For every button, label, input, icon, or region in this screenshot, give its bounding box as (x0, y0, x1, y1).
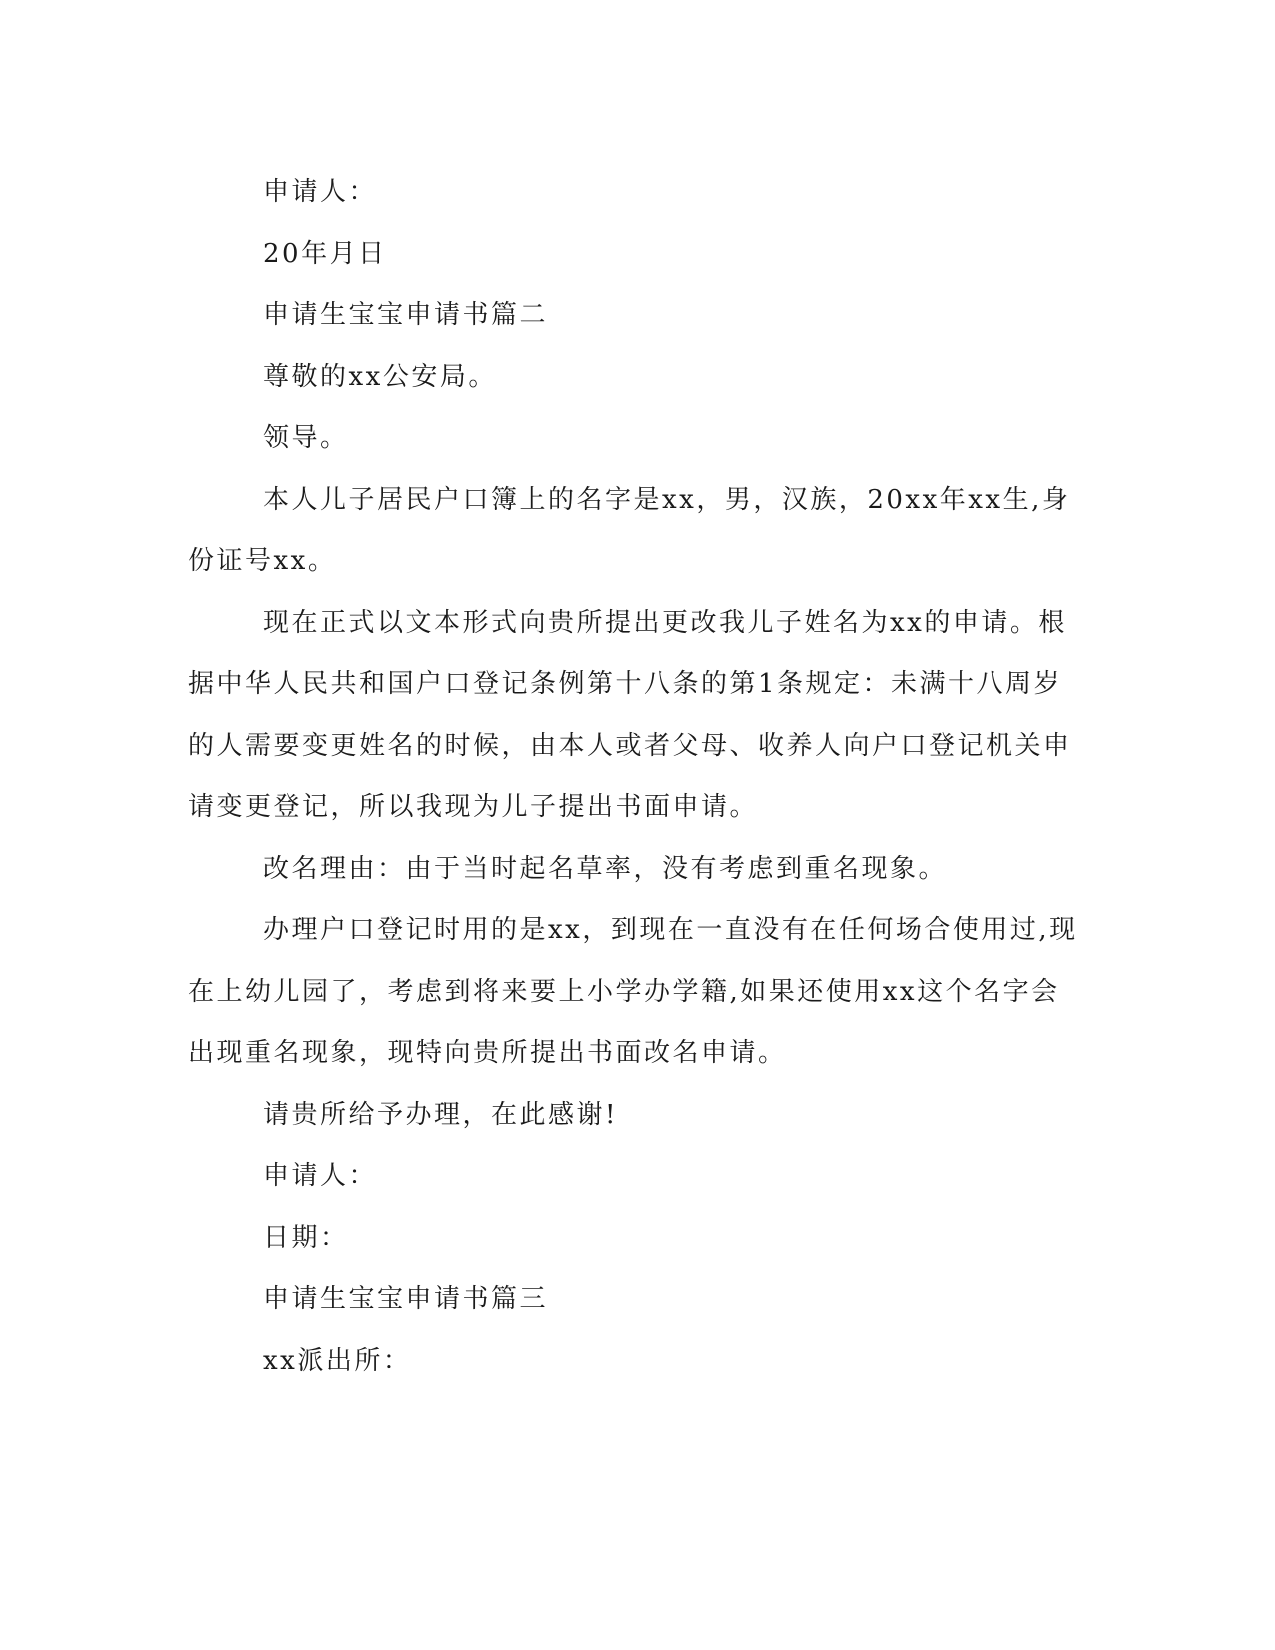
section-heading-three: 申请生宝宝申请书篇三 (263, 1284, 549, 1314)
body-paragraph-reason: 改名理由：由于当时起名草率，没有考虑到重名现象。 (263, 853, 948, 884)
body-paragraph-identity: 本人儿子居民户口簿上的名字是xx，男，汉族，20xx年xx生,身份证号xx。 (188, 484, 1071, 576)
closing-thanks: 请贵所给予办理，在此感谢! (263, 1099, 618, 1130)
salutation: 尊敬的xx公安局。 (263, 361, 497, 392)
section-heading-two: 申请生宝宝申请书篇二 (263, 300, 549, 330)
document-body (188, 162, 1078, 1392)
addressee-police-station: xx派出所： (263, 1345, 412, 1376)
applicant-signature-line: 申请人： (263, 1161, 378, 1191)
body-paragraph-request: 现在正式以文本形式向贵所提出更改我儿子姓名为xx的申请。根据中华人民共和国户口登记条例第十八条的第1条规定：未满十八周岁的人需要变更姓名的时候，由本人或者父母、收养人向户口登记机关申请变更登记，所以我现为儿子提出书面申请。 (188, 607, 1072, 822)
salutation-leader: 领导。 (263, 423, 349, 453)
body-paragraph-details: 办理户口登记时用的是xx，到现在一直没有在任何场合使用过,现在上幼儿园了，考虑到将来要上小学办学籍,如果还使用xx这个名字会出现重名现象，现特向贵所提出书面改名申请。 (188, 915, 1078, 1068)
date-signature-line: 日期： (263, 1222, 349, 1253)
date-line: 20年月日 (263, 238, 387, 269)
applicant-line: 申请人： (263, 177, 378, 207)
